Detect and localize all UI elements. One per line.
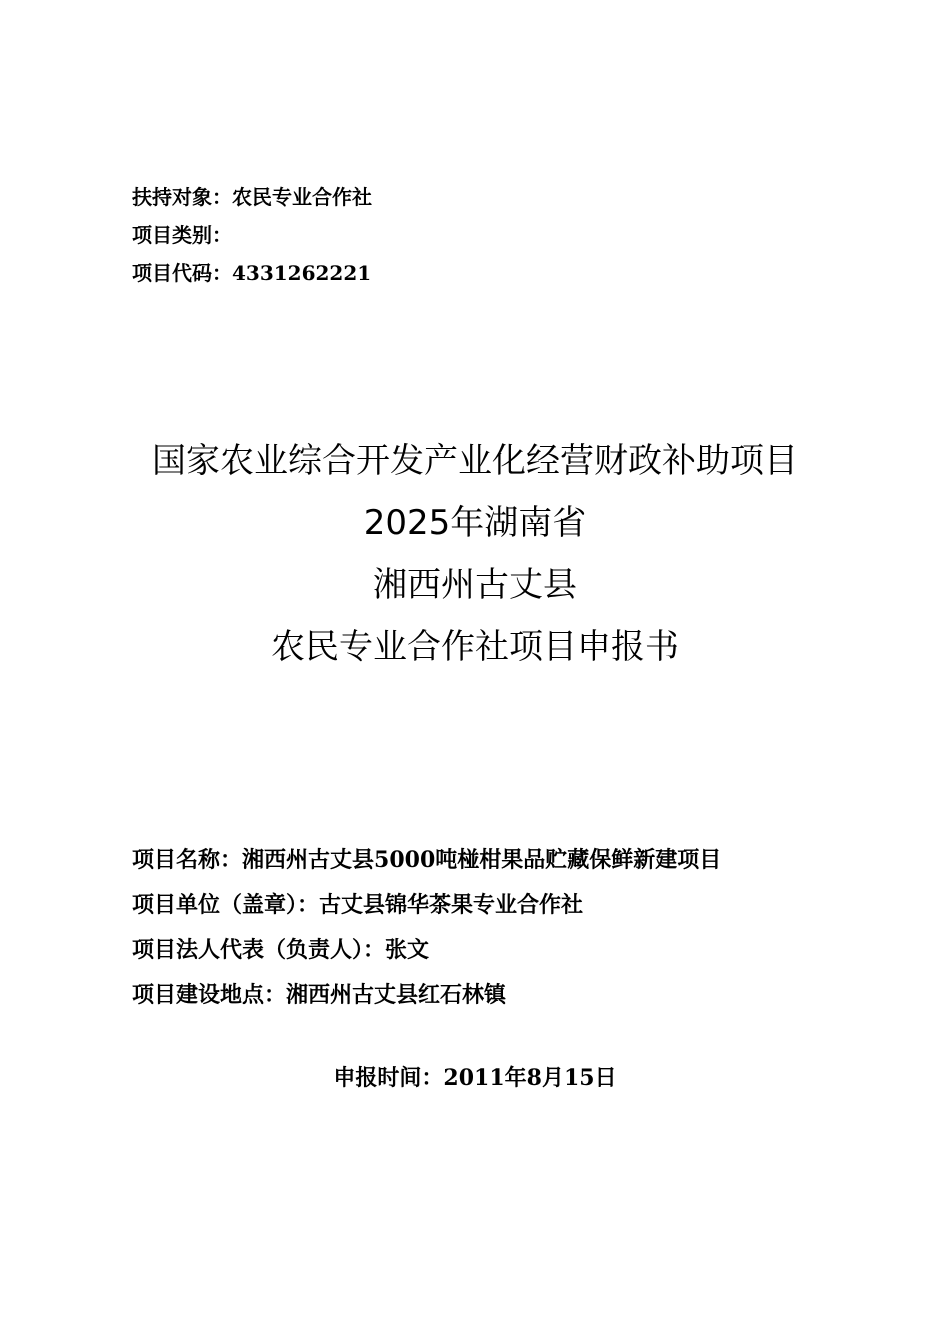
- field-label: 项目代码：: [132, 261, 232, 285]
- document-title: [0, 430, 950, 678]
- project-category-field: [132, 216, 372, 254]
- header-fields: [132, 178, 372, 292]
- submission-date: [0, 1058, 950, 1098]
- construction-site-field: [132, 973, 721, 1018]
- field-label: 项目建设地点：: [132, 982, 287, 1008]
- field-value: 张文: [385, 937, 430, 963]
- field-value: 古丈县锦华茶果专业合作社: [319, 892, 584, 918]
- project-code-field: [132, 254, 372, 292]
- support-target-field: [132, 178, 372, 216]
- title-line-1: 国家农业综合开发产业化经营财政补助项目: [152, 441, 798, 481]
- field-value: 湘西州古丈县5000吨椪柑果品贮藏保鲜新建项目: [242, 847, 722, 873]
- submission-date-label: 申报时间：: [333, 1065, 444, 1091]
- title-line-4: 农民专业合作社项目申报书: [271, 627, 679, 667]
- field-value: 农民专业合作社: [232, 185, 372, 209]
- field-label: 扶持对象：: [132, 185, 232, 209]
- legal-representative-field: [132, 928, 721, 973]
- field-label: 项目法人代表（负责人）：: [132, 937, 386, 963]
- field-label: 项目名称：: [132, 847, 243, 873]
- submission-date-value: 2011年8月15日: [443, 1065, 617, 1091]
- project-name-field: [132, 838, 721, 883]
- field-label: 项目类别：: [132, 223, 232, 247]
- project-info: [132, 838, 721, 1018]
- title-line-2: 2025年湖南省: [363, 503, 587, 543]
- title-line-3: 湘西州古丈县: [373, 565, 577, 605]
- field-value: 湘西州古丈县红石林镇: [286, 982, 507, 1008]
- field-value: 4331262221: [232, 261, 372, 285]
- field-label: 项目单位（盖章）：: [132, 892, 320, 918]
- project-unit-field: [132, 883, 721, 928]
